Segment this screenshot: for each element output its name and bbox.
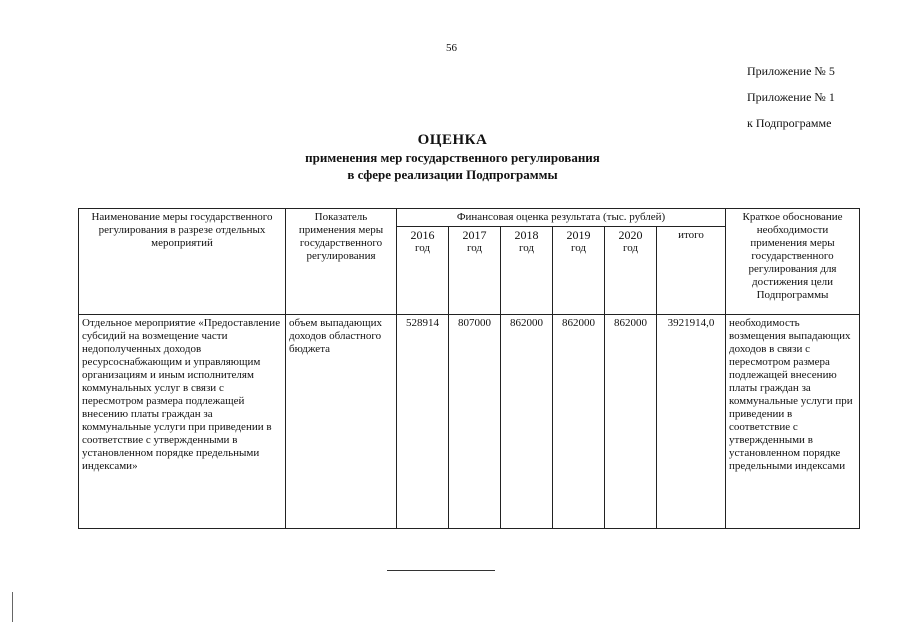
- year-header-2018: [501, 227, 553, 315]
- document-title: ОЦЕНКА: [417, 132, 488, 148]
- year-number: 2019: [566, 228, 591, 242]
- value-2017: 807000: [449, 315, 501, 529]
- appendix-line-1: Приложение № 5: [747, 64, 835, 78]
- appendix-line-3: к Подпрограмме: [747, 116, 832, 130]
- measure-description: Отдельное мероприятие «Предоставление субсидий на возмещение части недополученных доходов ресурсоснабжающим и управляющим организациям и иным исполнителям коммунальных услуг в связи с пересмотром размера подлежащей внесению платы граждан за коммунальные услуги при приведении в соответствие с утвержденными в установленном порядке предельными индексами»: [79, 315, 286, 529]
- year-number: 2018: [514, 228, 539, 242]
- table-row: [79, 315, 860, 529]
- year-unit: год: [622, 242, 639, 254]
- appendix-line-2: Приложение № 1: [747, 90, 835, 104]
- total-header: итого: [657, 227, 726, 315]
- year-header-2020: [605, 227, 657, 315]
- document-subtitle-1: применения мер государственного регулирования: [305, 150, 600, 165]
- value-2020: 862000: [605, 315, 657, 529]
- page-number: 56: [446, 42, 457, 54]
- document-subtitle-2: в сфере реализации Подпрограммы: [347, 167, 558, 182]
- year-number: 2017: [462, 228, 487, 242]
- year-number: 2020: [618, 228, 643, 242]
- year-unit: год: [466, 242, 483, 254]
- year-header-2019: [553, 227, 605, 315]
- value-2016: 528914: [397, 315, 449, 529]
- header-row-1: [79, 209, 860, 227]
- value-2019: 862000: [553, 315, 605, 529]
- indicator-description: объем выпадающих доходов областного бюджета: [286, 315, 397, 529]
- year-unit: год: [414, 242, 431, 254]
- header-justification: Краткое обоснование необходимости применения меры государственного регулирования для достижения цели Подпрограммы: [726, 209, 860, 315]
- justification-description: необходимость возмещения выпадающих доходов в связи с пересмотром размера подлежащей внесению платы граждан за коммунальные услуги при приведении в соответствие с утвержденными в установленном порядке предельными индексами: [726, 315, 860, 529]
- value-total: 3921914,0: [657, 315, 726, 529]
- header-financial: Финансовая оценка результата (тыс. рублей): [397, 209, 726, 227]
- year-header-2016: [397, 227, 449, 315]
- margin-mark: [12, 592, 13, 622]
- year-unit: год: [518, 242, 535, 254]
- footer-divider: [387, 570, 495, 571]
- year-header-2017: [449, 227, 501, 315]
- assessment-table: [78, 208, 860, 529]
- year-number: 2016: [410, 228, 435, 242]
- header-measures: Наименование меры государственного регулирования в разрезе отдельных мероприятий: [79, 209, 286, 315]
- value-2018: 862000: [501, 315, 553, 529]
- year-unit: год: [570, 242, 587, 254]
- header-indicator: Показатель применения меры государственного регулирования: [286, 209, 397, 315]
